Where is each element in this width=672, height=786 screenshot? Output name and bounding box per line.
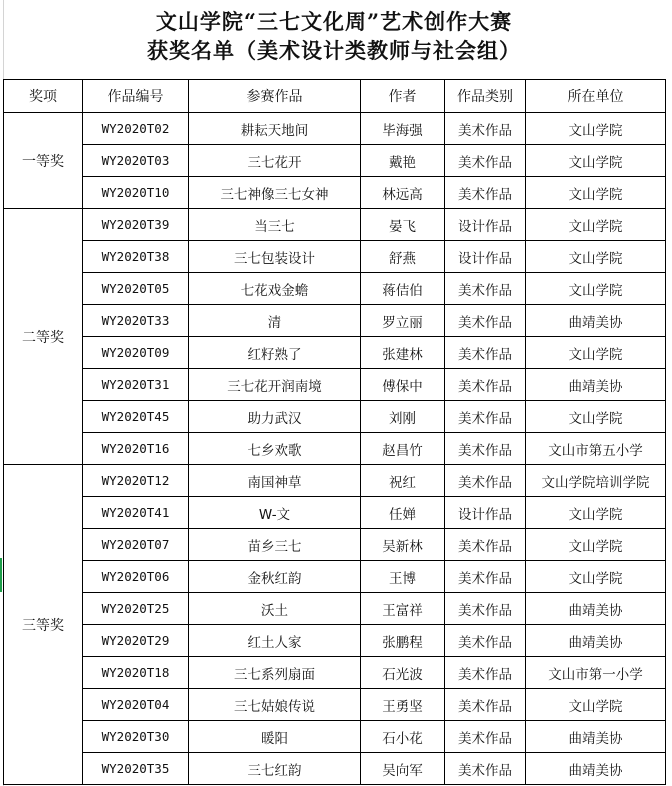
cell-work[interactable]: 南国神草 bbox=[189, 465, 361, 497]
cell-work[interactable]: 三七花开润南境 bbox=[189, 369, 361, 401]
cell-code[interactable]: WY2020T31 bbox=[83, 369, 189, 401]
header-award[interactable]: 奖项 bbox=[4, 80, 83, 113]
cell-category[interactable]: 美术作品 bbox=[445, 561, 526, 593]
cell-author[interactable]: 王博 bbox=[361, 561, 445, 593]
document-title: 文山学院“三七文化周”艺术创作大赛 bbox=[155, 9, 513, 34]
table-row bbox=[4, 433, 666, 465]
cell-unit[interactable]: 文山学院 bbox=[526, 689, 666, 721]
cell-category[interactable]: 美术作品 bbox=[445, 657, 526, 689]
cell-category[interactable]: 美术作品 bbox=[445, 529, 526, 561]
cell-unit[interactable]: 文山学院 bbox=[526, 273, 666, 305]
cell-code[interactable]: WY2020T45 bbox=[83, 401, 189, 433]
cell-work[interactable]: 当三七 bbox=[189, 209, 361, 241]
table-row bbox=[4, 241, 666, 273]
header-work[interactable]: 参赛作品 bbox=[189, 80, 361, 113]
cell-work[interactable]: 七花戏金蟾 bbox=[189, 273, 361, 305]
cell-work[interactable]: 红土人家 bbox=[189, 625, 361, 657]
cell-author[interactable]: 石小花 bbox=[361, 721, 445, 753]
cell-category[interactable]: 美术作品 bbox=[445, 593, 526, 625]
header-unit[interactable]: 所在单位 bbox=[526, 80, 666, 113]
cell-unit[interactable]: 文山学院 bbox=[526, 529, 666, 561]
cell-unit[interactable]: 文山学院 bbox=[526, 401, 666, 433]
table-row bbox=[4, 753, 666, 785]
cell-author[interactable]: 吴向军 bbox=[361, 753, 445, 785]
cell-code[interactable]: WY2020T02 bbox=[83, 113, 189, 145]
cell-award[interactable]: 二等奖 bbox=[4, 209, 83, 465]
cell-unit[interactable]: 文山学院 bbox=[526, 209, 666, 241]
cell-author[interactable]: 晏飞 bbox=[361, 209, 445, 241]
document-subtitle: 获奖名单（美术设计类教师与社会组） bbox=[147, 38, 521, 63]
cell-unit[interactable]: 文山学院培训学院 bbox=[526, 465, 666, 497]
cell-work[interactable]: 三七包装设计 bbox=[189, 241, 361, 273]
cell-unit[interactable]: 文山学院 bbox=[526, 497, 666, 529]
cell-unit[interactable]: 曲靖美协 bbox=[526, 305, 666, 337]
cell-work[interactable]: 金秋红韵 bbox=[189, 561, 361, 593]
table-row bbox=[4, 593, 666, 625]
cell-category[interactable]: 美术作品 bbox=[445, 273, 526, 305]
cell-code[interactable]: WY2020T09 bbox=[83, 337, 189, 369]
cell-unit[interactable]: 文山学院 bbox=[526, 561, 666, 593]
cell-category[interactable]: 美术作品 bbox=[445, 753, 526, 785]
cell-author[interactable]: 赵昌竹 bbox=[361, 433, 445, 465]
cell-work[interactable]: 沃土 bbox=[189, 593, 361, 625]
cell-category[interactable]: 美术作品 bbox=[445, 433, 526, 465]
cell-work[interactable]: W-文 bbox=[189, 497, 361, 529]
cell-category[interactable]: 美术作品 bbox=[445, 369, 526, 401]
cell-award[interactable]: 三等奖 bbox=[4, 465, 83, 785]
cell-code[interactable]: WY2020T39 bbox=[83, 209, 189, 241]
table-row bbox=[4, 689, 666, 721]
cell-unit[interactable]: 文山市第一小学 bbox=[526, 657, 666, 689]
table-row bbox=[4, 625, 666, 657]
cell-category[interactable]: 设计作品 bbox=[445, 241, 526, 273]
cell-author[interactable]: 傅保中 bbox=[361, 369, 445, 401]
header-code[interactable]: 作品编号 bbox=[83, 80, 189, 113]
header-author[interactable]: 作者 bbox=[361, 80, 445, 113]
cell-work[interactable]: 三七姑娘传说 bbox=[189, 689, 361, 721]
cell-code[interactable]: WY2020T18 bbox=[83, 657, 189, 689]
table-row bbox=[4, 145, 666, 177]
table-row bbox=[4, 497, 666, 529]
cell-code[interactable]: WY2020T41 bbox=[83, 497, 189, 529]
table-row bbox=[4, 209, 666, 241]
cell-author[interactable]: 王勇坚 bbox=[361, 689, 445, 721]
table-row bbox=[4, 337, 666, 369]
header-category[interactable]: 作品类别 bbox=[445, 80, 526, 113]
cell-author[interactable]: 罗立丽 bbox=[361, 305, 445, 337]
table-body bbox=[4, 113, 666, 785]
cell-category[interactable]: 美术作品 bbox=[445, 145, 526, 177]
cell-author[interactable]: 任婵 bbox=[361, 497, 445, 529]
table-row bbox=[4, 561, 666, 593]
table-row bbox=[4, 465, 666, 497]
cell-author[interactable]: 刘刚 bbox=[361, 401, 445, 433]
table-row bbox=[4, 529, 666, 561]
cell-unit[interactable]: 文山市第五小学 bbox=[526, 433, 666, 465]
cell-work[interactable]: 红籽熟了 bbox=[189, 337, 361, 369]
cell-author[interactable]: 林远高 bbox=[361, 177, 445, 209]
cell-author[interactable]: 张建林 bbox=[361, 337, 445, 369]
cell-author[interactable]: 吴新林 bbox=[361, 529, 445, 561]
cell-category[interactable]: 美术作品 bbox=[445, 465, 526, 497]
cell-unit[interactable]: 文山学院 bbox=[526, 113, 666, 145]
table-row bbox=[4, 273, 666, 305]
active-row-indicator bbox=[0, 558, 2, 592]
cell-code[interactable]: WY2020T07 bbox=[83, 529, 189, 561]
cell-unit[interactable]: 文山学院 bbox=[526, 337, 666, 369]
cell-unit[interactable]: 曲靖美协 bbox=[526, 369, 666, 401]
cell-code[interactable]: WY2020T35 bbox=[83, 753, 189, 785]
cell-award[interactable]: 一等奖 bbox=[4, 113, 83, 209]
cell-author[interactable]: 张鹏程 bbox=[361, 625, 445, 657]
cell-work[interactable]: 暖阳 bbox=[189, 721, 361, 753]
cell-work[interactable]: 苗乡三七 bbox=[189, 529, 361, 561]
header-row bbox=[4, 80, 666, 113]
cell-code[interactable]: WY2020T06 bbox=[83, 561, 189, 593]
cell-author[interactable]: 石光波 bbox=[361, 657, 445, 689]
cell-work[interactable]: 助力武汉 bbox=[189, 401, 361, 433]
cell-work[interactable]: 三七系列扇面 bbox=[189, 657, 361, 689]
cell-unit[interactable]: 文山学院 bbox=[526, 241, 666, 273]
cell-work[interactable]: 耕耘天地间 bbox=[189, 113, 361, 145]
cell-code[interactable]: WY2020T29 bbox=[83, 625, 189, 657]
cell-code[interactable]: WY2020T16 bbox=[83, 433, 189, 465]
cell-code[interactable]: WY2020T33 bbox=[83, 305, 189, 337]
cell-code[interactable]: WY2020T38 bbox=[83, 241, 189, 273]
cell-category[interactable]: 美术作品 bbox=[445, 689, 526, 721]
cell-author[interactable]: 舒燕 bbox=[361, 241, 445, 273]
table-row bbox=[4, 721, 666, 753]
cell-code[interactable]: WY2020T05 bbox=[83, 273, 189, 305]
cell-code[interactable]: WY2020T03 bbox=[83, 145, 189, 177]
cell-work[interactable]: 三七花开 bbox=[189, 145, 361, 177]
cell-category[interactable]: 美术作品 bbox=[445, 337, 526, 369]
cell-unit[interactable]: 文山学院 bbox=[526, 145, 666, 177]
cell-unit[interactable]: 曲靖美协 bbox=[526, 593, 666, 625]
cell-code[interactable]: WY2020T30 bbox=[83, 721, 189, 753]
cell-author[interactable]: 毕海强 bbox=[361, 113, 445, 145]
cell-category[interactable]: 美术作品 bbox=[445, 401, 526, 433]
cell-category[interactable]: 美术作品 bbox=[445, 113, 526, 145]
cell-unit[interactable]: 文山学院 bbox=[526, 177, 666, 209]
cell-category[interactable]: 设计作品 bbox=[445, 209, 526, 241]
cell-author[interactable]: 王富祥 bbox=[361, 593, 445, 625]
table-row bbox=[4, 305, 666, 337]
award-table bbox=[3, 79, 666, 785]
table-row bbox=[4, 177, 666, 209]
cell-code[interactable]: WY2020T04 bbox=[83, 689, 189, 721]
cell-work[interactable]: 三七神像三七女神 bbox=[189, 177, 361, 209]
cell-work[interactable]: 七乡欢歌 bbox=[189, 433, 361, 465]
cell-category[interactable]: 美术作品 bbox=[445, 305, 526, 337]
cell-category[interactable]: 美术作品 bbox=[445, 177, 526, 209]
cell-work[interactable]: 三七红韵 bbox=[189, 753, 361, 785]
cell-category[interactable]: 美术作品 bbox=[445, 625, 526, 657]
table-row bbox=[4, 113, 666, 145]
cell-unit[interactable]: 曲靖美协 bbox=[526, 625, 666, 657]
cell-category[interactable]: 美术作品 bbox=[445, 721, 526, 753]
cell-code[interactable]: WY2020T12 bbox=[83, 465, 189, 497]
cell-unit[interactable]: 曲靖美协 bbox=[526, 721, 666, 753]
cell-author[interactable]: 戴艳 bbox=[361, 145, 445, 177]
table-row bbox=[4, 657, 666, 689]
cell-code[interactable]: WY2020T25 bbox=[83, 593, 189, 625]
cell-category[interactable]: 设计作品 bbox=[445, 497, 526, 529]
table-row bbox=[4, 369, 666, 401]
cell-unit[interactable]: 曲靖美协 bbox=[526, 753, 666, 785]
cell-author[interactable]: 祝红 bbox=[361, 465, 445, 497]
cell-code[interactable]: WY2020T10 bbox=[83, 177, 189, 209]
cell-author[interactable]: 蒋佶伯 bbox=[361, 273, 445, 305]
table-row bbox=[4, 401, 666, 433]
cell-work[interactable]: 清 bbox=[189, 305, 361, 337]
